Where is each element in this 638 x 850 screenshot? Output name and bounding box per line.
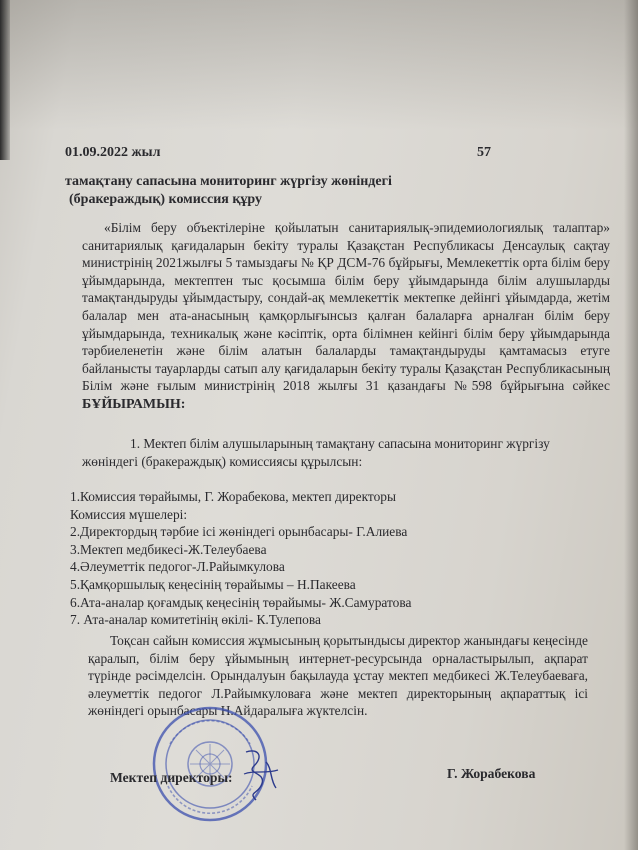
signatory-name: Г. Жорабекова [447, 766, 536, 781]
commission-members-list [70, 488, 411, 629]
members-heading: Комиссия мүшелері: [70, 506, 188, 522]
member-line: 4.Әлеуметтік педогог-Л.Райымкулова [70, 559, 285, 575]
order-number: 57 [477, 145, 491, 160]
director-signature [236, 744, 286, 806]
order-item-1 [82, 435, 602, 470]
order-directive: БҰЙЫРАМЫН: [82, 396, 186, 412]
signatory-title: Мектеп директоры: [110, 770, 233, 785]
member-line: 5.Қамқоршылық кеңесінің төрайымы – Н.Пакеева [70, 576, 356, 592]
scan-shadow [0, 0, 638, 130]
member-line: 6.Ата-аналар қоғамдық кеңесінің төрайымы- Ж.Самуратова [70, 594, 412, 610]
member-line: 3.Мектеп медбикесі-Ж.Телеубаева [70, 541, 267, 557]
order-date: 01.09.2022 жыл [65, 145, 161, 160]
title-line-2: (бракераждық) комиссия құру [69, 192, 263, 207]
order-title [65, 173, 392, 209]
scan-edge-mark [0, 0, 10, 160]
order-item-1-text: 1. Мектеп білім алушыларының тамақтану сапасына мониторинг жүргізу жөніндегі (бракераждық) комиссиясы құрылсын: [82, 436, 550, 469]
member-line: 1.Комиссия төрайымы, Г. Жорабекова, мектеп директоры [70, 489, 396, 504]
member-line: 2.Директордың тәрбие ісі жөніндегі орынбасары- Г.Алиева [70, 524, 408, 540]
scan-right-edge [624, 0, 638, 850]
closing-text: Тоқсан сайын комиссия жұмысының қорытындысы директор жанындағы кеңесінде қаралып, білім беру ұйымының интернет-ресурсында орналастырылып, ақпарат түрінде рәсімделсін. Орындалуын бақылауда ұстау мектеп медбикесі Ж.Телеубаеваға, әлеуметтік педогог Л.Райымкуловаға және мектеп директорының ақпараттық ісі жөніндегі орынбасары Н.Айдаралыға жүктелсін. [88, 633, 588, 719]
preamble-paragraph [82, 219, 610, 414]
preamble-text: «Білім беру объектілеріне қойылатын санитариялық-эпидемиологиялық талаптар» санитариялық қағидаларын бекіту туралы Қазақстан Республикасы Денсаулық сақтау министрінің 2021жылғы 5 тамыздағы № ҚР ДСМ-76 бұйрығы, Мемлекеттік орта білім беру ұйымдарында, мектептен тыс қосымша білім беру ұйымдарында білім алушыларды тамақтандыруды ұйымдастыру, сондай-ақ мемлекеттік мектепке дейінгі ұйымдарда, жетім балалар мен ата-анасының қамқорлығынсыз қалған балаларға арналған білім беру ұйымдарында, техникалық және кәсіптік, орта білімнен кейінгі білім беру ұйымдарында тәрбиеленетін және білім алатын балаларды тамақтандыруды қамтамасыз етуге байланысты тауарларды сатып алу қағидаларын бекіту туралы Қазақстан Республикасының Білім және ғылым министрінің 2018 жылғы 31 қазандағы №598 бұйрығына сәйкес [82, 220, 610, 394]
member-line: 7. Ата-аналар комитетінің өкілі- К.Тулепова [70, 612, 321, 628]
title-line-1: тамақтану сапасына мониторинг жүргізу жөніндегі [65, 174, 392, 189]
